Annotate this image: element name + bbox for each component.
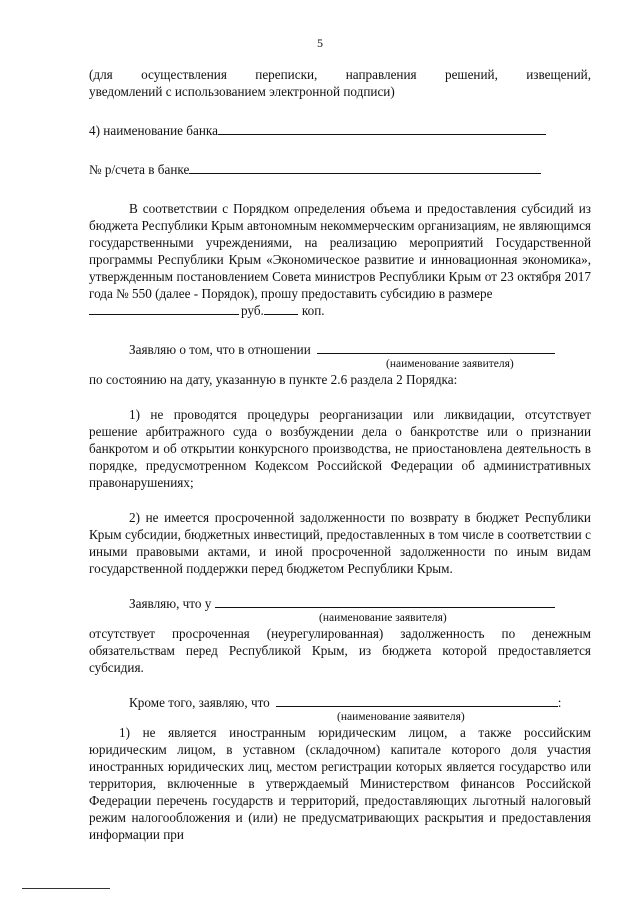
account-blank[interactable] <box>189 161 541 174</box>
declare3-caption: (наименование заявителя) <box>337 711 465 723</box>
declare3-blank[interactable] <box>276 694 558 707</box>
item-2-paragraph: 2) не имеется просроченной задолженности по возврату в бюджет Республики Крым субсидии, бюджетных инвестиций, предоставленных в том числе в соответствии с иными правовыми актами, и иной просроченной задолженности по иным видам государственной поддержки перед бюджетом Республики Крым. <box>89 510 591 576</box>
item-1-paragraph: 1) не проводятся процедуры реорганизации или ликвидации, отсутствует решение арбитражного суда о возбуждении дела о банкротстве или о признании банкротом и об открытии конкурсного производства, не приостановлена деятельность в порядке, предусмотренном Кодексом Российской Федерации об административных правонарушениях; <box>89 407 591 490</box>
intro-line-1: (для осуществления переписки, направления решений, извещений, <box>89 67 591 82</box>
declare2-caption: (наименование заявителя) <box>319 612 447 624</box>
bank-name-label: 4) наименование банка <box>89 123 218 138</box>
kop-label: коп. <box>301 303 325 318</box>
document-body <box>89 66 591 843</box>
page-number: 5 <box>317 36 323 50</box>
intro-line-2: уведомлений с использованием электронной подписи) <box>89 84 395 99</box>
declare2-row <box>89 595 591 612</box>
account-label: № р/счета в банке <box>89 162 190 177</box>
declare3-row <box>89 694 591 711</box>
declare1-label: Заявляю о том, что в отношении <box>129 342 311 357</box>
subsidy-request-paragraph: В соответствии с Порядком определения объема и предоставления субсидий из бюджета Республики Крым автономным некоммерческим организациям, не являющимся государственными учреждениями, на реализацию мероприятий Государственной программы Республики Крым «Экономическое развитие и инновационная экономика», утвержденным постановлением Совета министров Республики Крым от 23 октября 2017 года № 550 (далее - Порядок), прошу предоставить субсидию в размере <box>89 201 591 301</box>
declare1-blank[interactable] <box>317 341 555 354</box>
bank-name-row <box>89 122 591 139</box>
rub-label: руб. <box>241 303 264 318</box>
declare2-continuation: отсутствует просроченная (неурегулированная) задолженность по денежным обязательствам перед Республикой Крым, из бюджета которой предоставляется субсидия. <box>89 626 591 675</box>
declare1-continuation: по состоянию на дату, указанную в пункте 2.6 раздела 2 Порядка: <box>89 372 458 387</box>
bank-name-blank[interactable] <box>218 122 546 135</box>
declare3-colon: : <box>557 695 562 710</box>
declare2-label: Заявляю, что у <box>129 596 212 611</box>
amount-row <box>89 302 591 319</box>
declare1-row <box>89 341 591 358</box>
footnote-rule <box>22 888 110 889</box>
declare2-blank[interactable] <box>215 595 555 608</box>
kop-blank[interactable] <box>264 302 298 315</box>
declare3-label: Кроме того, заявляю, что <box>129 695 270 710</box>
rub-blank[interactable] <box>89 302 239 315</box>
declare1-caption: (наименование заявителя) <box>386 358 514 370</box>
account-row <box>89 161 591 178</box>
item-3-paragraph: 1) не является иностранным юридическим лицом, а также российским юридическим лицом, в уставном (складочном) капитале которого доля участия иностранных юридических лиц, местом регистрации которых является государство или территория, включенные в утверждаемый Министерством финансов Российской Федерации перечень государств и территорий, предоставляющих льготный налоговый режим налогообложения и (или) не предусматривающих раскрытия и предоставления информации при <box>89 725 591 842</box>
